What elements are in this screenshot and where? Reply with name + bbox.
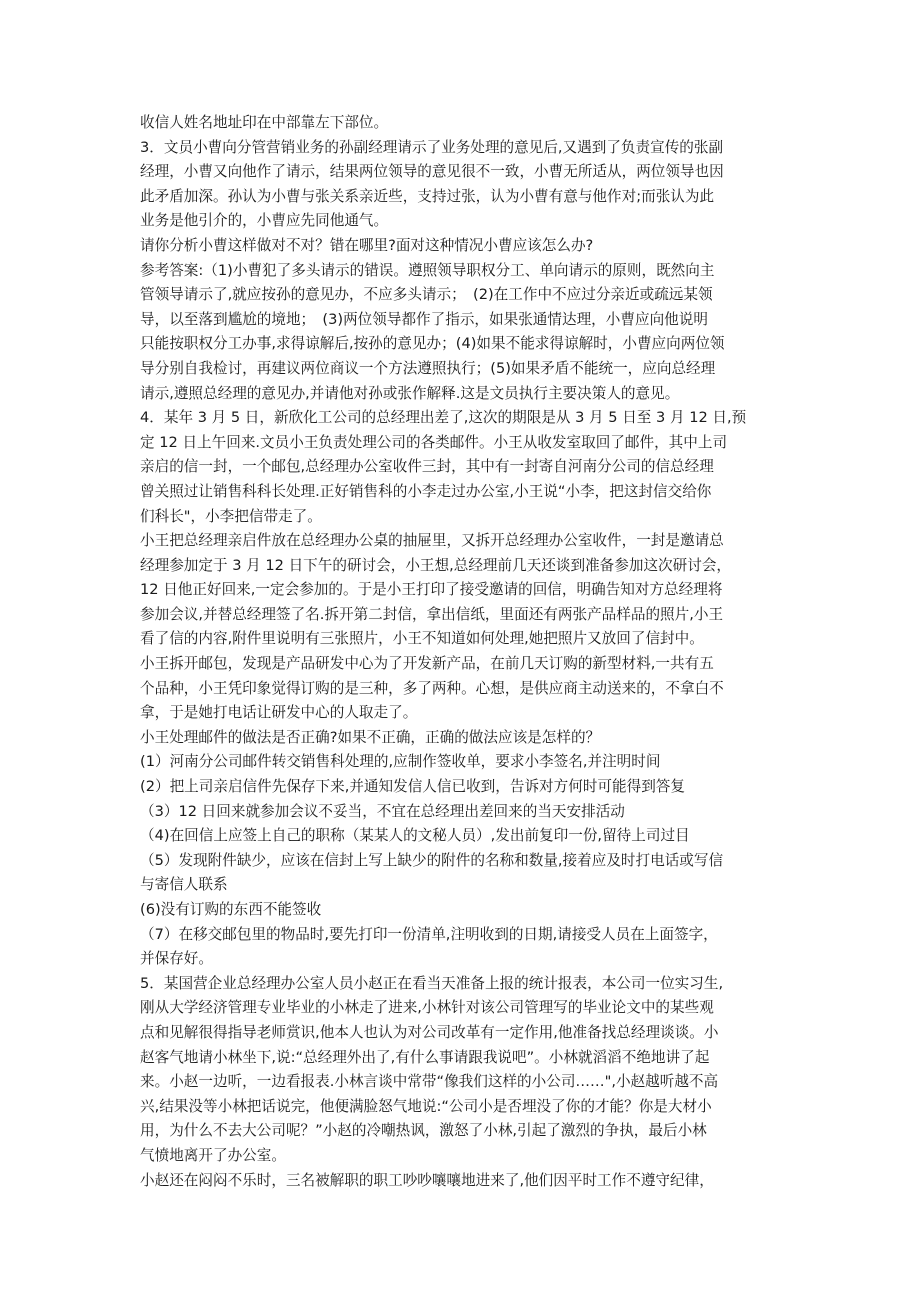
- text-line: 导分别自我检讨，再建议两位商议一个方法遵照执行；(5)如果矛盾不能统一，应向总经理: [140, 359, 716, 377]
- text-line: 们科长"，小李把信带走了。: [140, 507, 322, 525]
- text-line: 并保存好。: [140, 950, 213, 968]
- answer-item-7: （7）在移交邮包里的物品时,要先打印一份清单,注明收到的日期,请接受人员在上面签字，: [140, 925, 718, 943]
- text-line: 请你分析小曹这样做对不对？错在哪里?面对这种情况小曹应该怎么办?: [140, 236, 594, 254]
- text-line: 来。小赵一边听，一边看报表.小林言谈中常带“像我们这样的小公司……",小赵越听越不高: [140, 1073, 719, 1091]
- text-line: 参加会议,并替总经理签了名.拆开第二封信，拿出信纸，里面还有两张产品样品的照片,小王: [140, 605, 724, 623]
- answer-item-2: (2）把上司亲启信件先保存下来,并通知发信人信已收到，告诉对方何时可能得到答复: [140, 778, 685, 796]
- text-line: 请示,遵照总经理的意见办,并请他对孙或张作解释.这是文员执行主要决策人的意见。: [140, 384, 680, 402]
- text-line: 业务是他引介的，小曹应先同他通气。: [140, 212, 389, 230]
- question-4-line: 4．某年 3 月 5 日，新欣化工公司的总经理出差了,这次的期限是从 3 月 5 日至 3 月 12 日,预: [140, 409, 747, 427]
- text-line: 经理，小曹又向他作了请示，结果两位领导的意见很不一致，小曹无所适从，两位领导也因: [140, 163, 724, 181]
- text-line: 刚从大学经济管理专业毕业的小林走了进来,小林针对该公司管理写的毕业论文中的某些观: [140, 999, 714, 1017]
- text-line: 与寄信人联系: [140, 876, 228, 894]
- answer-item-3: （3）12 日回来就参加会议不妥当，不宜在总经理出差回来的当天安排活动: [140, 802, 625, 820]
- text-line: 亲启的信一封，一个邮包,总经理办公室收件三封，其中有一封寄自河南分公司的信总经理: [140, 458, 714, 476]
- text-line: 经理参加定于 3 月 12 日下午的研讨会，小王想,总经理前几天还谈到准备参加这次研讨会，: [140, 556, 732, 574]
- text-line: 赵客气地请小林坐下,说:“总经理外出了,有什么事请跟我说吧”。小林就滔滔不绝地讲了起: [140, 1048, 710, 1066]
- question-5-line: 5．某国营企业总经理办公室人员小赵正在看当天准备上报的统计报表，本公司一位实习生,: [140, 974, 724, 992]
- answer-item-1: (1）河南分公司邮件转交销售科处理的,应制作签收单，要求小李签名,并注明时间: [140, 753, 661, 771]
- text-line: 定 12 日上午回来.文员小王负责处理公司的各类邮件。小王从收发室取回了邮件，其中上司: [140, 433, 728, 451]
- text-line: 小王拆开邮包，发现是产品研发中心为了开发新产品，在前几天订购的新型材料,一共有五: [140, 655, 714, 673]
- text-line: 曾关照过让销售科科长处理.正好销售科的小李走过办公室,小王说“小李，把这封信交给你: [140, 482, 712, 500]
- text-line: 此矛盾加深。孙认为小曹与张关系亲近些，支持过张，认为小曹有意与他作对;而张认为此: [140, 187, 715, 205]
- document-body: [140, 111, 790, 1193]
- text-line: 气愤地离开了办公室。: [140, 1146, 286, 1164]
- text-line: 12 日他正好回来,一定会参加的。于是小王打印了接受邀请的回信，明确告知对方总经理将: [140, 581, 723, 599]
- text-line: 个品种，小王凭印象觉得订购的是三种，多了两种。心想，是供应商主动送来的，不拿白不: [140, 679, 724, 697]
- text-line: 兴,结果没等小林把话说完，他便满脸怒气地说:“公司小是否埋没了你的才能？你是大材小: [140, 1097, 712, 1115]
- text-line: 小王处理邮件的做法是否正确?如果不正确，正确的做法应该是怎样的？: [140, 728, 601, 746]
- text-line: 用，为什么不去大公司呢？”小赵的冷嘲热讽，激怒了小林,引起了激烈的争执，最后小林: [140, 1122, 707, 1140]
- answer-item-4: （4)在回信上应签上自己的职称（某某人的文秘人员）,发出前复印一份,留待上司过目: [140, 827, 690, 845]
- text-line: 小王把总经理亲启件放在总经理办公桌的抽屉里，又拆开总经理办公室收件，一封是邀请总: [140, 532, 724, 550]
- answer-line: 参考答案:（1)小曹犯了多头请示的错误。遵照领导职权分工、单向请示的原则，既然向主: [140, 261, 715, 279]
- text-line: 导，以至落到尴尬的境地； (3)两位领导都作了指示，如果张通情达理，小曹应向他说明: [140, 310, 708, 328]
- text-line: 收信人姓名地址印在中部靠左下部位。: [140, 114, 389, 131]
- text-line: 看了信的内容,附件里说明有三张照片，小王不知道如何处理,她把照片又放回了信封中。: [140, 630, 704, 648]
- text-line: 小赵还在闷闷不乐时，三名被解职的职工吵吵嚷嚷地进来了,他们因平时工作不遵守纪律，: [140, 1171, 714, 1189]
- text-line: 只能按职权分工办事,求得谅解后,按孙的意见办；(4)如果不能求得谅解时，小曹应向两位领: [140, 335, 725, 353]
- answer-item-5: （5）发现附件缺少，应该在信封上写上缺少的附件的名称和数量,接着应及时打电话或写信: [140, 851, 724, 869]
- question-3-line: 3．文员小曹向分管营销业务的孙副经理请示了业务处理的意见后,又遇到了负责宣传的张副: [140, 138, 724, 156]
- text-line: 管领导请示了,就应按孙的意见办，不应多头请示； (2)在工作中不应过分亲近或疏远某领: [140, 286, 713, 304]
- text-line: 点和见解很得指导老师赏识,他本人也认为对公司改革有一定作用,他准备找总经理谈谈。小: [140, 1023, 719, 1041]
- answer-item-6: (6)没有订购的东西不能签收: [140, 901, 322, 918]
- text-line: 拿，于是她打电话让研发中心的人取走了。: [140, 704, 418, 722]
